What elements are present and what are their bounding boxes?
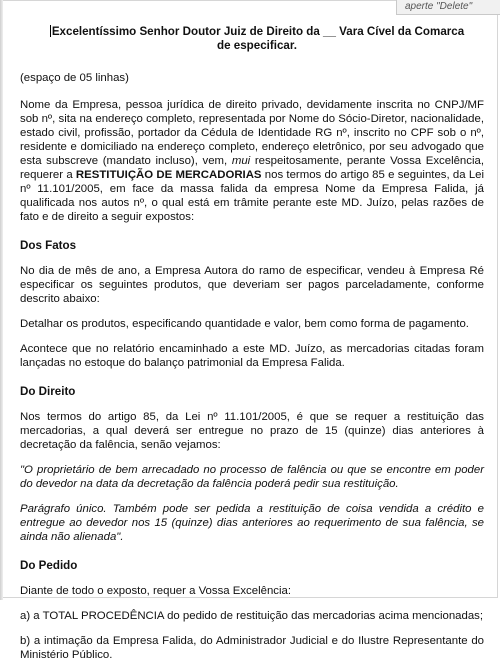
fatos-paragraph-1: No dia de mês de ano, a Empresa Autora do ramo de especificar, vendeu à Empresa Ré especificar os seguintes produtos, que deveriam ser pagos parceladamente, conforme descrito abaixo: [20,265,484,305]
page-edge [0,0,3,600]
pedido-item-b: b) a intimação da Empresa Falida, do Administrador Judicial e do Ilustre Representante do Ministério Público. [20,635,484,661]
section-title-direito: Do Direito [20,385,76,398]
law-quote-1: "O proprietário de bem arrecadado no processo de falência ou que se encontre em poder do devedor na data da decretação da falência poderá pedir sua restituição. [20,464,484,490]
document-body[interactable] [20,0,484,662]
pedido-item-a: a) a TOTAL PROCEDÊNCIA do pedido de restituição das mercadorias acima mencionadas; [20,610,484,622]
fatos-paragraph-3: Acontece que no relatório encaminhado a este MD. Juízo, as mercadorias citadas foram lançadas no estoque do balanço patrimonial da Empresa Falida. [20,343,484,369]
pedido-paragraph-1: Diante de todo o exposto, requer a Vossa Excelência: [20,585,292,597]
section-title-fatos: Dos Fatos [20,239,77,252]
spacing-note: (espaço de 05 linhas) [20,72,129,84]
law-quote-2: Parágrafo único. Também pode ser pedida a restituição de coisa vendida a crédito e entregue ao devedor nos 15 (quinze) dias anteriores ao requerimento de sua falência, se ainda não alienada". [20,503,484,543]
text-cursor [50,25,51,37]
section-title-pedido: Do Pedido [20,559,78,572]
delete-hint: aperte "Delete" [396,0,500,15]
restitution-term: RESTITUIÇÃO DE MERCADORIAS [75,169,262,181]
mui-word: mui [231,155,251,167]
petition-heading [20,25,484,53]
fatos-paragraph-2: Detalhar os produtos, especificando quantidade e valor, bem como forma de pagamento. [20,318,469,330]
heading-line-2: de especificar. [217,39,297,52]
direito-paragraph-1: Nos termos do artigo 85, da Lei nº 11.101/2005, é que se requer a restituição das mercadorias, a qual deverá ser entregue no prazo de 15 (quinze) dias anteriores à decretação da falência, senão vejamos: [20,411,484,451]
heading-line-1: Excelentíssimo Senhor Doutor Juiz de Direito da __ Vara Cível da Comarca [51,25,465,38]
intro-paragraph: Nome da Empresa, pessoa jurídica de direito privado, devidamente inscrita no CNPJ/MF sob nº, sita na endereço completo, representada por Nome do Sócio-Diretor, nacionalidade, estado civil, profissão, portador da Cédula de Identidade RG nº, inscrito no CPF sob o nº, residente e domiciliado na endereço completo, endereço eletrônico, por seu advogado que esta subscreve (mandato incluso), vem, mui respeitosamente, perante Vossa Excelência, requerer a RESTITUIÇÃO DE MERCADORIAS nos termos do artigo 85 e seguintes, da Lei nº 11.101/2005, em face da massa falida da empresa Nome da Empresa Falida, já qualificada nos autos nº, o qual está em trâmite perante este MD. Juízo, pelas razões de fato e de direito a seguir expostos: [20,99,485,223]
